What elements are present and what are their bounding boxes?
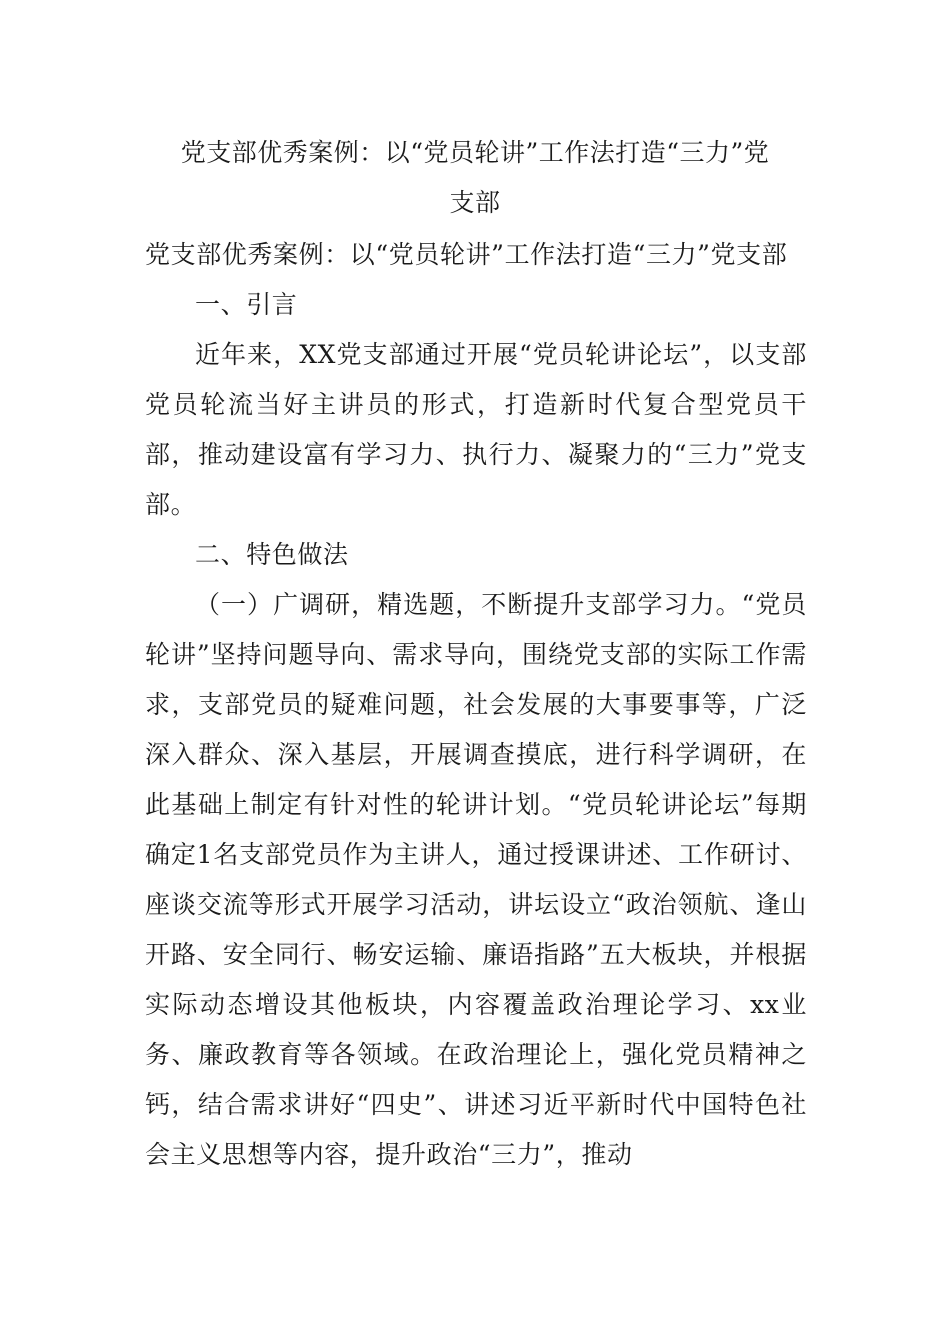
document-title bbox=[145, 128, 805, 228]
document-body bbox=[145, 230, 807, 1180]
title-line-2: 支部 bbox=[449, 188, 501, 217]
repeated-title: 党支部优秀案例：以“党员轮讲”工作法打造“三力”党支部 bbox=[145, 240, 788, 269]
section-heading-practices: 二、特色做法 bbox=[195, 540, 349, 569]
section-paragraph-practices: （一）广调研，精选题，不断提升支部学习力。“党员轮讲”坚持问题导向、需求导向，围绕党支部的实际工作需求，支部党员的疑难问题，社会发展的大事要事等，广泛深入群众、深入基层，开展调查摸底，进行科学调研，在此基础上制定有针对性的轮讲计划。“党员轮讲论坛”每期确定1名支部党员作为主讲人，通过授课讲述、工作研讨、座谈交流等形式开展学习活动，讲坛设立“政治领航、逢山开路、安全同行、畅安运输、廉语指路”五大板块，并根据实际动态增设其他板块，内容覆盖政治理论学习、xx业务、廉政教育等各领域。在政治理论上，强化党员精神之钙，结合需求讲好“四史”、讲述习近平新时代中国特色社会主义思想等内容，提升政治“三力”，推动 bbox=[145, 590, 807, 1169]
title-line-1: 党支部优秀案例：以“党员轮讲”工作法打造“三力”党 bbox=[180, 138, 770, 167]
section-heading-introduction: 一、引言 bbox=[195, 290, 298, 319]
section-paragraph-introduction: 近年来，XX党支部通过开展“党员轮讲论坛”，以支部党员轮流当好主讲员的形式，打造新时代复合型党员干部，推动建设富有学习力、执行力、凝聚力的“三力”党支部。 bbox=[145, 340, 807, 519]
